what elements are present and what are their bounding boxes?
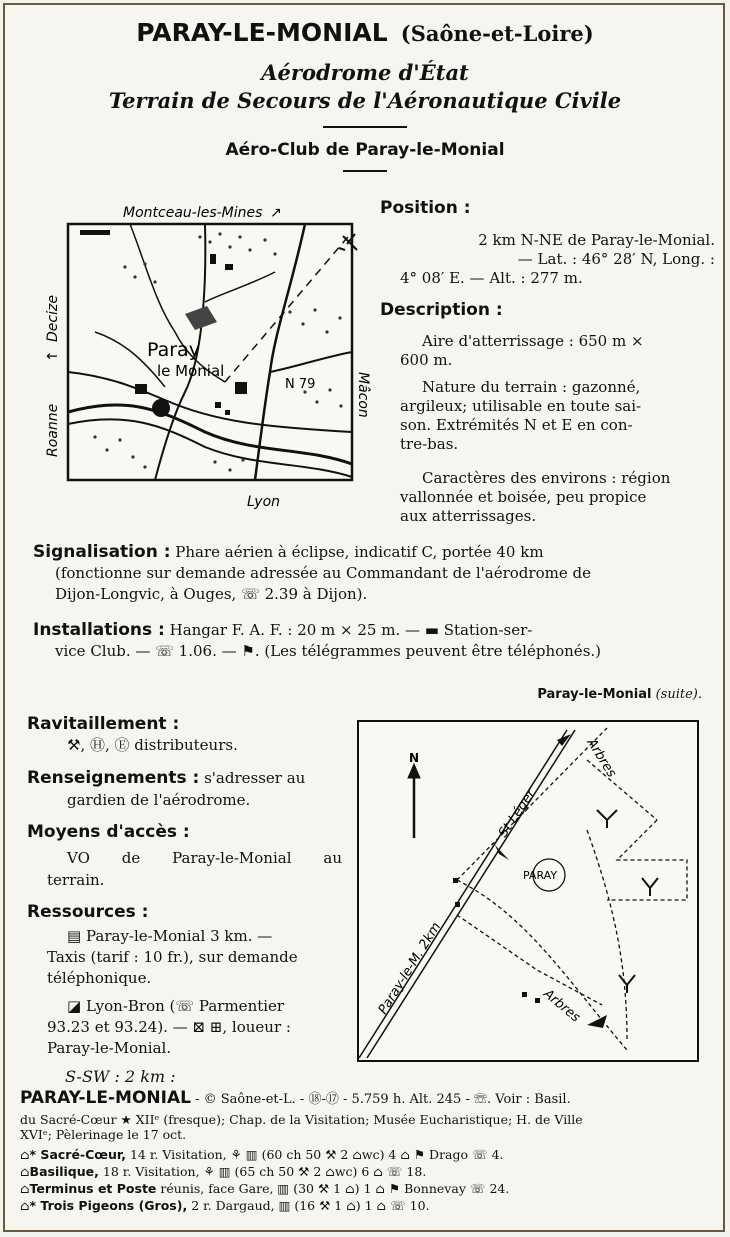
description-text: aux atterrissages.: [400, 507, 537, 525]
guide-title: PARAY-LE-MONIAL: [20, 1088, 191, 1108]
hotel-name: Basilique,: [29, 1164, 99, 1179]
moyens-heading: Moyens d'accès :: [27, 822, 190, 842]
svg-text:↗: ↗: [270, 205, 282, 221]
description-text: Caractères des environs : région: [422, 469, 671, 487]
ressources-text: Paray-le-Monial.: [47, 1039, 172, 1057]
guide-text: du Sacré-Cœur ★ XIIᵉ (fresque); Chap. de la Visitation; Musée Eucharistique; H. de Ville: [20, 1112, 583, 1127]
ssw-label: S-SW : 2 km :: [65, 1067, 176, 1086]
map-town-2: le Monial: [157, 362, 225, 380]
map-center-label: PARAY: [523, 869, 558, 882]
ressources-text: 93.23 et 93.24). — ⊠ ⊞, loueur :: [47, 1018, 291, 1036]
map-label-west: Decize: [45, 295, 61, 342]
ressources-text: Paray-le-Monial 3 km. —: [85, 927, 273, 945]
train-icon: ▤: [67, 927, 82, 945]
signalisation-text: Dijon-Longvic, à Ouges, ☏ 2.39 à Dijon).: [55, 585, 368, 603]
description-text: 600 m.: [400, 351, 453, 369]
airfield-map: [357, 720, 699, 1062]
hotel-name: * Trois Pigeons (Gros),: [29, 1198, 188, 1213]
hotel-entry: [20, 1181, 725, 1196]
installations-text: vice Club. — ☏ 1.06. — ⚑. (Les télégrammes peuvent être téléphonés.): [55, 642, 602, 660]
installations-heading: Installations :: [33, 620, 165, 640]
ressources-heading: Ressources :: [27, 902, 149, 922]
location-map: [35, 192, 375, 522]
renseignements-text: gardien de l'aérodrome.: [67, 791, 251, 809]
ressources-line: [67, 928, 347, 946]
hotel-icon: ⌂: [20, 1164, 30, 1179]
suite-label: Paray-le-Monial: [537, 687, 652, 702]
divider: [343, 170, 387, 172]
signalisation-text: (fonctionne sur demande adressée au Commandant de l'aérodrome de: [55, 564, 591, 582]
map-road-label: St Léger: [495, 786, 539, 841]
moyens-text: VO de Paray-le-Monial au: [67, 849, 342, 867]
airport-icon: ◪: [67, 997, 82, 1015]
guide-header: [20, 1090, 720, 1108]
map-road-label: Paray-le-M. 2km: [375, 919, 445, 1018]
page-title-line: [0, 18, 730, 47]
moyens-text: terrain.: [47, 871, 105, 889]
divider: [323, 126, 407, 128]
hotel-detail: 2 r. Dargaud, ▥ (16 ⚒ 1 ⌂) 1 ⌂ ☏ 10.: [191, 1198, 430, 1213]
hotel-icon: ⌂: [20, 1147, 30, 1162]
hotel-entry: [20, 1198, 725, 1213]
page-title: PARAY-LE-MONIAL: [136, 18, 388, 47]
description-text: vallonnée et boisée, peu propice: [400, 488, 647, 506]
map-town-1: Paray: [147, 339, 200, 361]
hotel-icon: ⌂: [20, 1198, 30, 1213]
ressources-text: Taxis (tarif : 10 fr.), sur demande: [47, 948, 298, 966]
suite-label-line: [440, 687, 702, 702]
ravitaillement-heading: Ravitaillement :: [27, 714, 180, 734]
map-road: N 79: [285, 377, 316, 392]
hotel-icon: ⌂: [20, 1181, 30, 1196]
position-line-1: 2 km N-NE de Paray-le-Monial.: [478, 231, 715, 249]
description-text: argileux; utilisable en toute sai-: [400, 397, 642, 415]
signalisation-block: [33, 542, 713, 562]
map-trees-label: Arbres: [540, 986, 583, 1026]
club-name: Aéro-Club de Paray-le-Monial: [225, 140, 505, 160]
hotel-detail: 18 r. Visitation, ⚘ ▥ (65 ch 50 ⚒ 2 ⌂wc) 6 ⌂ ☏ 18.: [102, 1164, 427, 1179]
position-line-3: 4° 08′ E. — Alt. : 277 m.: [400, 269, 583, 287]
ressources-text: téléphonique.: [47, 969, 152, 987]
hotel-detail: réunis, face Gare, ▥ (30 ⚒ 1 ⌂) 1 ⌂ ⚑ Bonnevay ☏ 24.: [160, 1181, 510, 1196]
description-text: Nature du terrain : gazonné,: [422, 378, 641, 396]
description-heading: Description :: [380, 300, 503, 320]
department: (Saône-et-Loire): [400, 21, 594, 46]
map-north-label: N: [409, 751, 420, 765]
position-line-2: — Lat. : 46° 28′ N, Long. :: [517, 250, 715, 268]
suite-suffix: (suite).: [655, 687, 702, 702]
ressources-text: Lyon-Bron (☏ Parmentier: [85, 997, 285, 1015]
installations-text: Hangar F. A. F. : 20 m × 25 m. — ▬ Station-ser-: [169, 621, 533, 639]
hotel-entry: [20, 1147, 725, 1162]
description-text: son. Extrémités N et E en con-: [400, 416, 633, 434]
renseignements-block: [27, 768, 352, 788]
subtitle-1: Aérodrome d'État: [261, 60, 469, 85]
position-heading: Position :: [380, 198, 471, 218]
subtitle-2: Terrain de Secours de l'Aéronautique Civile: [108, 88, 622, 113]
ressources-line: [67, 998, 347, 1016]
renseignements-text: s'adresser au: [204, 769, 306, 787]
map-trees-label: Arbres: [583, 736, 619, 781]
hotel-name: * Sacré-Cœur,: [29, 1147, 126, 1162]
description-text: Aire d'atterrissage : 650 m ×: [422, 332, 644, 350]
map-label-north: Montceau-les-Mines: [123, 205, 263, 221]
hotel-name: Terminus et Poste: [29, 1181, 157, 1196]
svg-text:↑: ↑: [45, 350, 61, 362]
map-label-east: Mâcon: [355, 372, 371, 418]
guide-text: - © Saône-et-L. - ⑱-⑰ - 5.759 h. Alt. 245 - ☏. Voir : Basil.: [195, 1092, 571, 1107]
hotel-detail: 14 r. Visitation, ⚘ ▥ (60 ch 50 ⚒ 2 ⌂wc) 4 ⌂ ⚑ Drago ☏ 4.: [129, 1147, 504, 1162]
hotel-entry: [20, 1164, 725, 1179]
description-text: tre-bas.: [400, 435, 459, 453]
ravitaillement-text: ⚒, Ⓗ, Ⓔ distributeurs.: [67, 736, 238, 754]
map-label-west2: Roanne: [45, 403, 61, 457]
guide-text: XVIᵉ; Pèlerinage le 17 oct.: [20, 1127, 187, 1142]
installations-block: [33, 620, 713, 640]
renseignements-heading: Renseignements :: [27, 768, 200, 788]
signalisation-text: Phare aérien à éclipse, indicatif C, portée 40 km: [175, 543, 544, 561]
signalisation-heading: Signalisation :: [33, 542, 171, 562]
map-label-south: Lyon: [247, 494, 281, 510]
